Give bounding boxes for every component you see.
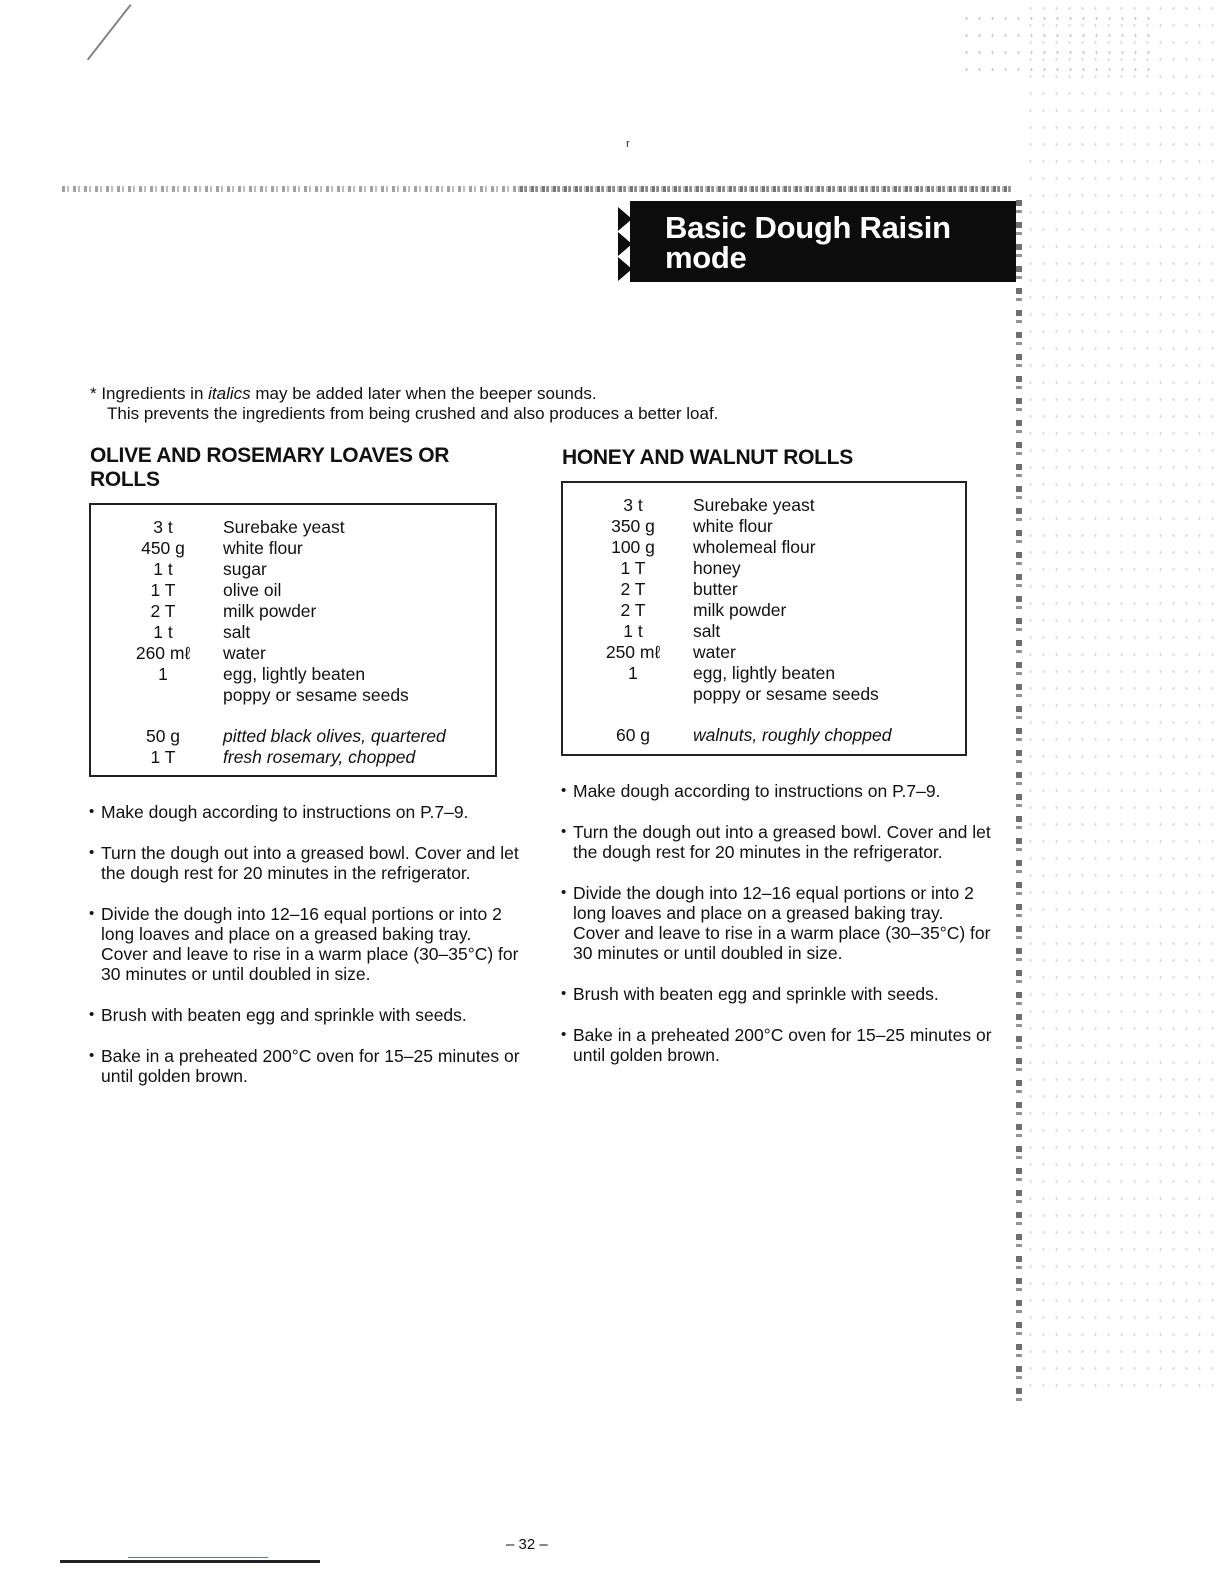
ingredient-name: Surebake yeast <box>223 517 345 537</box>
ingredient-name: pitted black olives, quartered <box>223 726 446 746</box>
italics-note <box>90 384 718 424</box>
ingredient-name: fresh rosemary, chopped <box>223 747 416 767</box>
ingredient-row <box>573 558 965 579</box>
ingredient-qty: 2 T <box>620 600 646 620</box>
ingredient-name: egg, lightly beaten <box>223 664 366 684</box>
method-step: • Divide the dough into 12–16 equal portions or into 2 long loaves and place on a greased baking tray. Cover and leave to rise in a warm place (30–35°C) for 30 minutes or until doubled in size. <box>562 883 992 963</box>
ingredient-qty: 350 g <box>611 516 655 536</box>
ingredient-qty: 250 mℓ <box>605 642 661 662</box>
ingredient-row <box>573 579 965 600</box>
banner-arrows-icon <box>618 207 632 282</box>
ingredient-row <box>573 495 965 516</box>
method-step: • Turn the dough out into a greased bowl. Cover and let the dough rest for 20 minutes in the refrigerator. <box>90 843 520 883</box>
recipe-title: HONEY AND WALNUT ROLLS <box>562 446 853 469</box>
section-banner <box>630 201 1016 282</box>
ingredient-qty: 260 mℓ <box>135 643 191 663</box>
ingredient-name: salt <box>693 621 721 641</box>
ingredient-name: white flour <box>693 516 773 536</box>
ingredient-row <box>573 600 965 621</box>
ingredient-name: poppy or sesame seeds <box>223 685 409 705</box>
ingredient-name: Surebake yeast <box>693 495 815 515</box>
ingredient-row <box>103 559 495 580</box>
method-honey-walnut <box>562 781 992 1086</box>
ingredient-row <box>573 642 965 663</box>
ingredient-row <box>573 725 965 746</box>
ingredient-row <box>573 684 965 705</box>
page-title-line1: Basic Dough Raisin <box>665 210 951 245</box>
ingredient-name: water <box>223 643 266 663</box>
ingredient-name: walnuts, roughly chopped <box>693 725 892 745</box>
ingredient-name: poppy or sesame seeds <box>693 684 879 704</box>
ingredient-box-olive-rosemary <box>89 503 497 777</box>
scan-mark: ʳ <box>626 138 630 155</box>
ingredient-name: honey <box>693 558 741 578</box>
note-line-1: * Ingredients in italics may be added later when the beeper sounds. <box>90 384 597 403</box>
ingredient-qty: 2 T <box>150 601 176 621</box>
method-step: • Divide the dough into 12–16 equal portions or into 2 long loaves and place on a greased baking tray. Cover and leave to rise in a warm place (30–35°C) for 30 minutes or until doubled in size. <box>90 904 520 984</box>
ingredient-qty: 1 T <box>150 747 176 767</box>
ingredient-qty: 1 <box>628 663 638 683</box>
ingredient-row <box>573 621 965 642</box>
ingredient-qty <box>103 685 223 706</box>
ingredient-row <box>103 601 495 622</box>
ingredient-name: milk powder <box>693 600 787 620</box>
ingredient-name: white flour <box>223 538 303 558</box>
ingredient-row <box>573 537 965 558</box>
ingredient-qty: 100 g <box>611 537 655 557</box>
ingredient-name: milk powder <box>223 601 317 621</box>
ingredient-qty: 1 <box>158 664 168 684</box>
ingredient-qty: 60 g <box>615 725 651 745</box>
scan-stroke <box>87 4 132 60</box>
ingredient-qty <box>573 684 693 705</box>
ingredient-qty: 3 t <box>623 495 643 515</box>
ingredient-qty: 50 g <box>145 726 181 746</box>
footer-rule-accent <box>128 1557 268 1558</box>
method-step: • Brush with beaten egg and sprinkle with seeds. <box>90 1005 520 1025</box>
ingredient-qty: 1 t <box>153 559 173 579</box>
ingredient-name: salt <box>223 622 251 642</box>
ingredient-row <box>103 517 495 538</box>
ingredient-box-honey-walnut <box>561 481 967 756</box>
ingredient-row <box>103 685 495 706</box>
ingredient-row <box>103 726 495 747</box>
method-step: • Bake in a preheated 200°C oven for 15–25 minutes or until golden brown. <box>562 1025 992 1065</box>
ingredient-row <box>573 663 965 684</box>
recipe-olive-rosemary <box>90 444 490 492</box>
note-line-2: This prevents the ingredients from being crushed and also produces a better loaf. <box>107 404 719 423</box>
ingredient-name: wholemeal flour <box>693 537 816 557</box>
ingredient-qty: 450 g <box>141 538 185 558</box>
ingredient-row <box>573 516 965 537</box>
method-step: • Bake in a preheated 200°C oven for 15–25 minutes or until golden brown. <box>90 1046 520 1086</box>
ingredient-row <box>103 580 495 601</box>
ingredient-qty: 2 T <box>620 579 646 599</box>
ingredient-qty: 1 T <box>150 580 176 600</box>
ingredient-row <box>103 747 495 768</box>
ingredient-qty: 1 t <box>623 621 643 641</box>
recipe-honey-walnut <box>562 446 962 470</box>
page-number: – 32 – <box>506 1536 548 1553</box>
method-step: • Make dough according to instructions on P.7–9. <box>562 781 992 801</box>
ingredient-name: olive oil <box>223 580 282 600</box>
page-title-line2: mode <box>665 240 747 275</box>
right-margin-rule <box>1016 200 1022 1410</box>
method-step: • Make dough according to instructions on P.7–9. <box>90 802 520 822</box>
method-step: • Brush with beaten egg and sprinkle with seeds. <box>562 984 992 1004</box>
ingredient-row <box>103 664 495 685</box>
ingredient-qty: 3 t <box>153 517 173 537</box>
header-rule-dense <box>520 186 1010 192</box>
recipe-title: OLIVE AND ROSEMARY LOAVES OR ROLLS <box>90 444 450 491</box>
ingredient-row <box>103 643 495 664</box>
method-step: • Turn the dough out into a greased bowl. Cover and let the dough rest for 20 minutes in the refrigerator. <box>562 822 992 862</box>
scan-speckle-right <box>1024 0 1224 1400</box>
ingredient-row <box>103 538 495 559</box>
footer-rule <box>60 1560 320 1563</box>
ingredient-name: water <box>693 642 736 662</box>
method-olive-rosemary <box>90 802 520 1107</box>
ingredient-qty: 1 t <box>153 622 173 642</box>
ingredient-qty: 1 T <box>620 558 646 578</box>
ingredient-row <box>103 622 495 643</box>
ingredient-name: sugar <box>223 559 267 579</box>
page-title <box>665 210 951 275</box>
ingredient-name: butter <box>693 579 738 599</box>
ingredient-name: egg, lightly beaten <box>693 663 836 683</box>
